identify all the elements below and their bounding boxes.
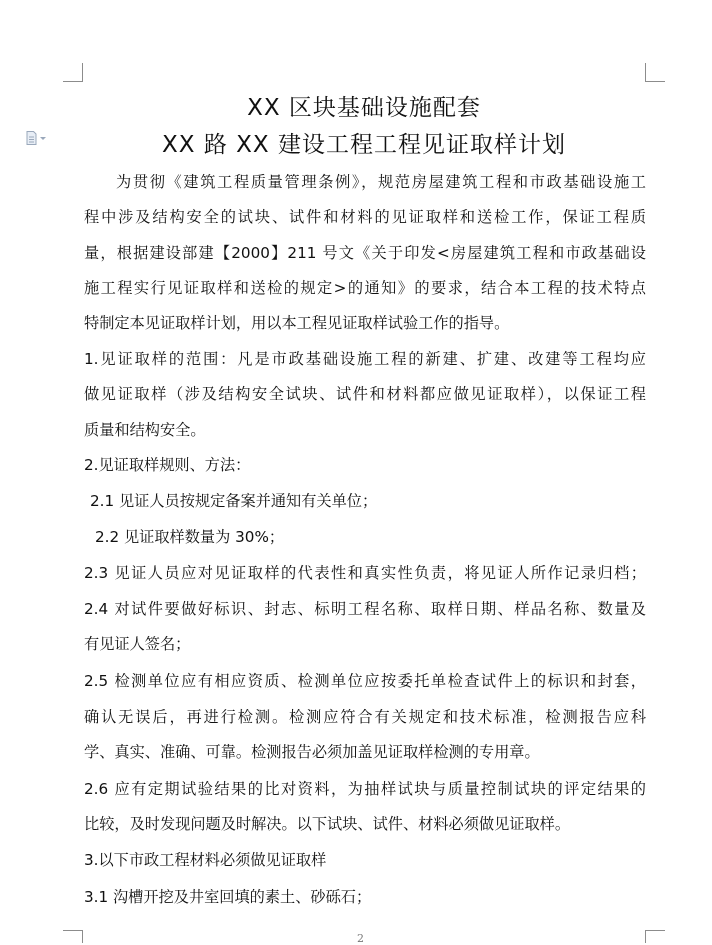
item-2-4-line: 有见证人签名； <box>84 635 191 653</box>
item-2-1: 2.1 见证人员按规定备案并通知有关单位； <box>90 492 378 510</box>
title-line-2: XX 路 XX 建设工程工程见证取样计划 <box>162 132 566 158</box>
item-2-6-line: 比较，及时发现问题及时解决。以下试块、试件、材料必须做见证取样。 <box>84 815 570 833</box>
corner-mark-top-right <box>645 63 646 82</box>
item-2-4-line: 2.4 对试件要做好标识、封志、标明工程名称、取样日期、样品名称、数量及 <box>84 600 646 618</box>
item-2-2: 2.2 见证取样数量为 30%； <box>95 528 285 546</box>
document-icon[interactable] <box>26 131 48 145</box>
intro-line: 施工程实行见证取样和送检的规定>的通知》的要求，结合本工程的技术特点 <box>84 279 646 297</box>
item-2-6-line: 2.6 应有定期试验结果的比对资料，为抽样试块与质量控制试块的评定结果的 <box>84 780 646 798</box>
corner-mark-bottom-left <box>82 930 83 943</box>
section-1-line: 做见证取样（涉及结构安全试块、试件和材料都应做见证取样），以保证工程 <box>84 385 646 403</box>
corner-mark-top-right <box>645 81 665 82</box>
section-1-line: 1.见证取样的范围：凡是市政基础设施工程的新建、扩建、改建等工程均应 <box>84 350 646 368</box>
item-2-5-line: 确认无误后，再进行检测。检测应符合有关规定和技术标准，检测报告应科 <box>84 708 646 726</box>
intro-line: 特制定本见证取样计划，用以本工程见证取样试验工作的指导。 <box>84 314 510 332</box>
intro-line: 量，根据建设部建【2000】211 号文《关于印发<房屋建筑工程和市政基础设 <box>84 244 646 262</box>
corner-mark-top-left <box>82 63 83 82</box>
title-line-1: XX 区块基础设施配套 <box>247 95 481 121</box>
item-3-1: 3.1 沟槽开挖及井室回填的素土、砂砾石； <box>84 888 372 906</box>
item-2-5-line: 学、真实、准确、可靠。检测报告必须加盖见证取样检测的专用章。 <box>84 743 540 761</box>
section-2-heading: 2.见证取样规则、方法： <box>84 456 251 474</box>
corner-mark-bottom-left <box>63 930 83 931</box>
intro-line: 为贯彻《建筑工程质量管理条例》，规范房屋建筑工程和市政基础设施工 <box>116 173 646 191</box>
intro-line: 程中涉及结构安全的试块、试件和材料的见证取样和送检工作，保证工程质 <box>84 208 646 226</box>
item-2-3: 2.3 见证人员应对见证取样的代表性和真实性负责，将见证人所作记录归档； <box>84 564 646 582</box>
corner-mark-bottom-right <box>645 930 665 931</box>
section-1-line: 质量和结构安全。 <box>84 421 206 439</box>
corner-mark-top-left <box>63 81 83 82</box>
page-number: 2 <box>357 932 364 945</box>
section-3-heading: 3.以下市政工程材料必须做见证取样 <box>84 851 327 869</box>
corner-mark-bottom-right <box>645 930 646 943</box>
item-2-5-line: 2.5 检测单位应有相应资质、检测单位应按委托单检查试件上的标识和封套， <box>84 672 646 690</box>
